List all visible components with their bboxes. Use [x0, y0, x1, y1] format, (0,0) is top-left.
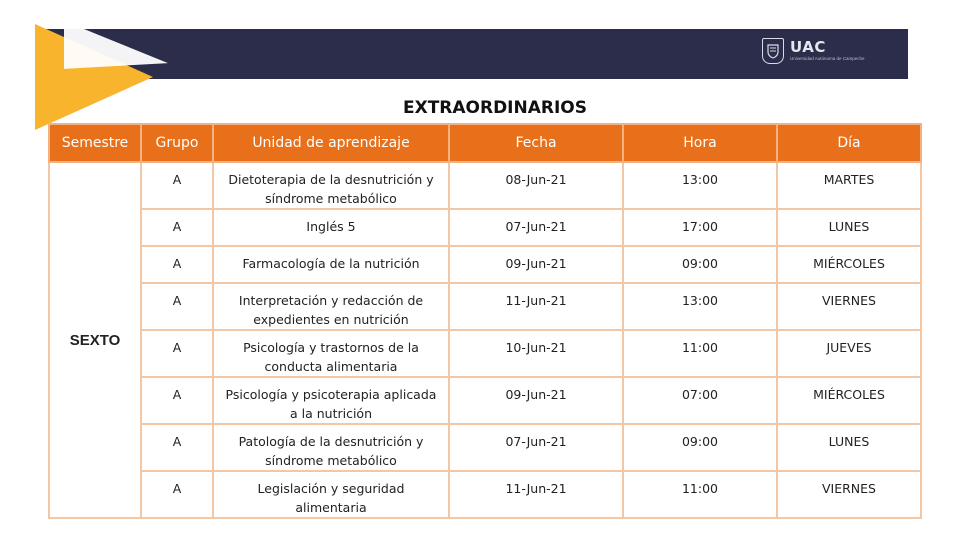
unidad-cell: Dietoterapia de la desnutrición y síndrome metabólico [213, 162, 449, 209]
column-header-semestre: Semestre [49, 124, 141, 162]
hora-cell: 07:00 [623, 377, 777, 424]
grupo-cell: A [141, 162, 213, 209]
grupo-cell: A [141, 330, 213, 377]
unidad-cell: Psicología y psicoterapia aplicada a la nutrición [213, 377, 449, 424]
logo-subtitle: Universidad Autónoma de Campeche [790, 56, 865, 62]
dia-cell: VIERNES [777, 283, 921, 330]
hora-cell: 09:00 [623, 424, 777, 471]
university-logo [762, 36, 865, 66]
grupo-cell: A [141, 283, 213, 330]
fecha-cell: 09-Jun-21 [449, 246, 623, 283]
shield-icon [762, 38, 784, 64]
dia-cell: VIERNES [777, 471, 921, 518]
fecha-cell: 10-Jun-21 [449, 330, 623, 377]
grupo-cell: A [141, 209, 213, 246]
dia-cell: LUNES [777, 424, 921, 471]
table-row [49, 209, 921, 246]
table-row [49, 283, 921, 330]
table-row [49, 471, 921, 518]
hora-cell: 13:00 [623, 162, 777, 209]
semestre-cell: SEXTO [49, 162, 141, 518]
hora-cell: 11:00 [623, 330, 777, 377]
dia-cell: MIÉRCOLES [777, 246, 921, 283]
table-row [49, 162, 921, 209]
column-header-grupo: Grupo [141, 124, 213, 162]
grupo-cell: A [141, 424, 213, 471]
dia-cell: MIÉRCOLES [777, 377, 921, 424]
fecha-cell: 09-Jun-21 [449, 377, 623, 424]
table-row [49, 330, 921, 377]
column-header-fecha: Fecha [449, 124, 623, 162]
hora-cell: 13:00 [623, 283, 777, 330]
column-header-unidad: Unidad de aprendizaje [213, 124, 449, 162]
unidad-cell: Interpretación y redacción de expedientes en nutrición [213, 283, 449, 330]
fecha-cell: 11-Jun-21 [449, 471, 623, 518]
table-row [49, 246, 921, 283]
hora-cell: 09:00 [623, 246, 777, 283]
fecha-cell: 08-Jun-21 [449, 162, 623, 209]
column-header-dia: Día [777, 124, 921, 162]
column-header-hora: Hora [623, 124, 777, 162]
hora-cell: 17:00 [623, 209, 777, 246]
fecha-cell: 07-Jun-21 [449, 424, 623, 471]
table-row [49, 377, 921, 424]
fecha-cell: 07-Jun-21 [449, 209, 623, 246]
table-row [49, 424, 921, 471]
page-title: EXTRAORDINARIOS [402, 98, 588, 118]
exam-schedule-table [48, 123, 922, 519]
grupo-cell: A [141, 471, 213, 518]
dia-cell: JUEVES [777, 330, 921, 377]
unidad-cell: Psicología y trastornos de la conducta alimentaria [213, 330, 449, 377]
grupo-cell: A [141, 377, 213, 424]
table-header-row [49, 124, 921, 162]
unidad-cell: Farmacología de la nutrición [213, 246, 449, 283]
grupo-cell: A [141, 246, 213, 283]
hora-cell: 11:00 [623, 471, 777, 518]
dia-cell: MARTES [777, 162, 921, 209]
fecha-cell: 11-Jun-21 [449, 283, 623, 330]
unidad-cell: Patología de la desnutrición y síndrome metabólico [213, 424, 449, 471]
logo-wordmark: UAC [790, 38, 826, 57]
unidad-cell: Legislación y seguridad alimentaria [213, 471, 449, 518]
unidad-cell: Inglés 5 [213, 209, 449, 246]
dia-cell: LUNES [777, 209, 921, 246]
